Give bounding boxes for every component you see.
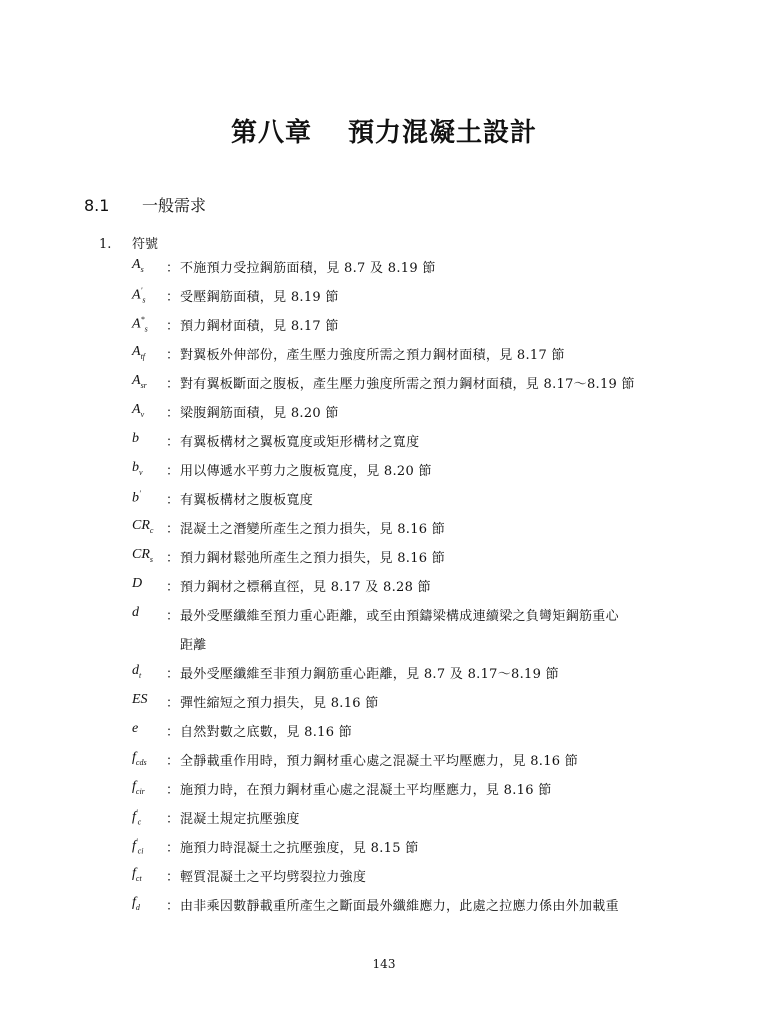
definition-text: 彈性縮短之預力損失，見 8.16 節 bbox=[180, 696, 379, 711]
definition-row bbox=[0, 837, 768, 866]
item-title: 符號 bbox=[132, 237, 159, 252]
symbol-base: CR bbox=[132, 547, 150, 562]
symbol-subscript: ci bbox=[137, 846, 144, 856]
definition-row bbox=[0, 489, 768, 518]
symbol bbox=[132, 344, 145, 361]
symbol-subscript: cds bbox=[135, 757, 147, 767]
definition-colon: ： bbox=[166, 493, 180, 508]
symbol bbox=[132, 286, 145, 304]
symbol-base: b bbox=[132, 431, 139, 446]
symbol-subscript: ct bbox=[135, 873, 142, 883]
definition-colon: ： bbox=[166, 348, 180, 363]
definition-row bbox=[0, 605, 768, 634]
symbol bbox=[132, 431, 139, 447]
definition-text: 混凝土之潛變所產生之預力損失，見 8.16 節 bbox=[180, 522, 446, 537]
definition-row bbox=[0, 721, 768, 750]
definition-colon: ： bbox=[166, 696, 180, 711]
definition-row bbox=[0, 286, 768, 315]
definition-text: 對翼板外伸部份，產生壓力強度所需之預力鋼材面積，見 8.17 節 bbox=[180, 348, 565, 363]
definition-text: 不施預力受拉鋼筋面積，見 8.7 及 8.19 節 bbox=[180, 261, 436, 276]
definition-text: 施預力時，在預力鋼材重心處之混凝土平均壓應力，見 8.16 節 bbox=[180, 783, 552, 798]
definition-colon: ： bbox=[166, 319, 180, 334]
chapter-label: 第八章 bbox=[230, 118, 312, 148]
definition-row bbox=[0, 779, 768, 808]
symbol-subscript: v bbox=[139, 467, 143, 477]
symbol bbox=[132, 750, 147, 767]
definition-text: 預力鋼材面積，見 8.17 節 bbox=[180, 319, 339, 334]
symbol bbox=[132, 808, 141, 826]
symbol-base: b bbox=[132, 490, 139, 506]
symbol-base: A bbox=[132, 344, 141, 359]
definition-colon: ： bbox=[166, 870, 180, 885]
symbol-base: D bbox=[132, 576, 143, 591]
definition-continuation bbox=[0, 634, 768, 663]
symbol-base: f bbox=[132, 866, 136, 881]
definition-colon: ： bbox=[166, 783, 180, 798]
symbol-base: A bbox=[132, 402, 141, 417]
definition-row bbox=[0, 402, 768, 431]
symbol-superscript: ′ bbox=[135, 837, 138, 846]
chapter-name: 預力混凝土設計 bbox=[348, 118, 538, 148]
symbol-subscript: s bbox=[140, 264, 144, 274]
definition-row bbox=[0, 866, 768, 895]
definition-colon: ： bbox=[166, 435, 180, 450]
definition-colon: ： bbox=[166, 812, 180, 827]
symbol bbox=[132, 460, 143, 477]
definition-row bbox=[0, 518, 768, 547]
symbol-superscript: ′ bbox=[140, 286, 143, 295]
symbol bbox=[132, 576, 142, 592]
symbol-base: A bbox=[132, 257, 141, 272]
definition-row bbox=[0, 692, 768, 721]
definition-text: 有翼板構材之腹板寬度 bbox=[180, 493, 314, 508]
symbol-superscript: ′ bbox=[135, 808, 138, 817]
symbol bbox=[132, 721, 138, 737]
symbol-base: e bbox=[132, 721, 139, 736]
symbol bbox=[132, 315, 148, 333]
symbol-base: CR bbox=[132, 518, 150, 533]
symbol-subscript: s bbox=[144, 324, 148, 334]
page-number: 143 bbox=[372, 957, 396, 971]
symbol-superscript: * bbox=[140, 315, 145, 324]
definition-colon: ： bbox=[166, 667, 180, 682]
definition-row bbox=[0, 431, 768, 460]
symbol-base: ES bbox=[132, 692, 148, 707]
symbol-base: A bbox=[132, 287, 141, 303]
symbol-base: d bbox=[132, 605, 139, 620]
symbol-subscript: cir bbox=[135, 786, 145, 796]
symbol bbox=[132, 779, 145, 796]
definition-row bbox=[0, 460, 768, 489]
definition-colon: ： bbox=[166, 377, 180, 392]
definition-colon: ： bbox=[166, 261, 180, 276]
definition-row bbox=[0, 547, 768, 576]
symbol-base: A bbox=[132, 373, 141, 388]
definition-text: 受壓鋼筋面積，見 8.19 節 bbox=[180, 290, 339, 305]
symbol bbox=[132, 518, 153, 535]
section-number: 8.1 bbox=[84, 196, 110, 215]
symbol bbox=[132, 837, 143, 855]
definition-text: 全靜載重作用時，預力鋼材重心處之混凝土平均壓應力，見 8.16 節 bbox=[180, 754, 579, 769]
symbol bbox=[132, 373, 147, 390]
symbol-base: A bbox=[132, 316, 141, 332]
symbol-base: f bbox=[132, 779, 136, 794]
definition-colon: ： bbox=[166, 725, 180, 740]
symbol-subscript: s bbox=[149, 554, 154, 564]
symbol-subscript: v bbox=[140, 409, 145, 419]
symbol bbox=[132, 489, 141, 507]
definition-colon: ： bbox=[166, 551, 180, 566]
definition-row bbox=[0, 663, 768, 692]
definition-text: 預力鋼材鬆弛所產生之預力損失，見 8.16 節 bbox=[180, 551, 446, 566]
definition-text: 自然對數之底數，見 8.16 節 bbox=[180, 725, 353, 740]
symbol-superscript: ′ bbox=[139, 489, 141, 498]
definition-text: 預力鋼材之標稱直徑，見 8.17 及 8.28 節 bbox=[180, 580, 431, 595]
definition-row bbox=[0, 576, 768, 605]
definition-row bbox=[0, 895, 768, 924]
symbol-base: b bbox=[132, 460, 139, 475]
definition-text: 最外受壓纖維至非預力鋼筋重心距離，見 8.7 及 8.17～8.19 節 bbox=[180, 667, 559, 682]
symbol-subscript: c bbox=[149, 525, 154, 535]
symbol bbox=[132, 895, 140, 912]
symbol-base: f bbox=[132, 750, 136, 765]
definition-text: 有翼板構材之翼板寬度或矩形構材之寬度 bbox=[180, 435, 420, 450]
definition-text: 梁腹鋼筋面積，見 8.20 節 bbox=[180, 406, 339, 421]
symbol-subscript: sr bbox=[140, 380, 147, 390]
section-title: 一般需求 bbox=[142, 196, 207, 215]
definition-row bbox=[0, 315, 768, 344]
definition-text: 施預力時混凝土之抗壓強度，見 8.15 節 bbox=[180, 841, 419, 856]
section-heading bbox=[84, 193, 206, 216]
definition-row bbox=[0, 344, 768, 373]
definition-text: 距離 bbox=[180, 638, 207, 653]
definition-row bbox=[0, 808, 768, 837]
item-heading bbox=[99, 233, 158, 252]
symbol-base: f bbox=[132, 895, 136, 910]
definition-colon: ： bbox=[166, 406, 180, 421]
item-number: 1. bbox=[99, 237, 112, 252]
symbol bbox=[132, 692, 148, 708]
symbol-subscript: d bbox=[135, 902, 140, 912]
definition-text: 最外受壓纖維至預力重心距離，或至由預鑄梁構成連續梁之負彎矩鋼筋重心 bbox=[180, 609, 619, 624]
definition-text: 對有翼板斷面之腹板，產生壓力強度所需之預力鋼材面積，見 8.17～8.19 節 bbox=[180, 377, 635, 392]
symbol bbox=[132, 402, 144, 419]
definition-text: 用以傳遞水平剪力之腹板寬度，見 8.20 節 bbox=[180, 464, 432, 479]
symbol-subscript: c bbox=[137, 817, 142, 827]
definition-colon: ： bbox=[166, 841, 180, 856]
definition-text: 由非乘因數靜載重所產生之斷面最外纖維應力，此處之拉應力係由外加載重 bbox=[180, 899, 619, 914]
symbol-subscript: s bbox=[142, 295, 146, 305]
definition-colon: ： bbox=[166, 522, 180, 537]
symbol bbox=[132, 866, 142, 883]
symbol-subscript: tf bbox=[140, 351, 146, 361]
symbol bbox=[132, 605, 139, 621]
definition-colon: ： bbox=[166, 899, 180, 914]
symbol-subscript: t bbox=[139, 670, 142, 680]
definition-colon: ： bbox=[166, 290, 180, 305]
definition-row bbox=[0, 257, 768, 286]
symbol bbox=[132, 257, 144, 274]
definition-row bbox=[0, 750, 768, 779]
definition-colon: ： bbox=[166, 609, 180, 624]
definition-row bbox=[0, 373, 768, 402]
symbol bbox=[132, 663, 141, 680]
chapter-title bbox=[0, 112, 768, 149]
symbol-base: f bbox=[132, 809, 136, 825]
definition-colon: ： bbox=[166, 754, 180, 769]
definition-text: 輕質混凝土之平均劈裂拉力強度 bbox=[180, 870, 367, 885]
definition-colon: ： bbox=[166, 580, 180, 595]
symbol-definition-list bbox=[0, 257, 768, 924]
symbol bbox=[132, 547, 153, 564]
definition-colon: ： bbox=[166, 464, 180, 479]
symbol-base: d bbox=[132, 663, 139, 678]
symbol-base: f bbox=[132, 838, 136, 854]
definition-text: 混凝土規定抗壓強度 bbox=[180, 812, 300, 827]
